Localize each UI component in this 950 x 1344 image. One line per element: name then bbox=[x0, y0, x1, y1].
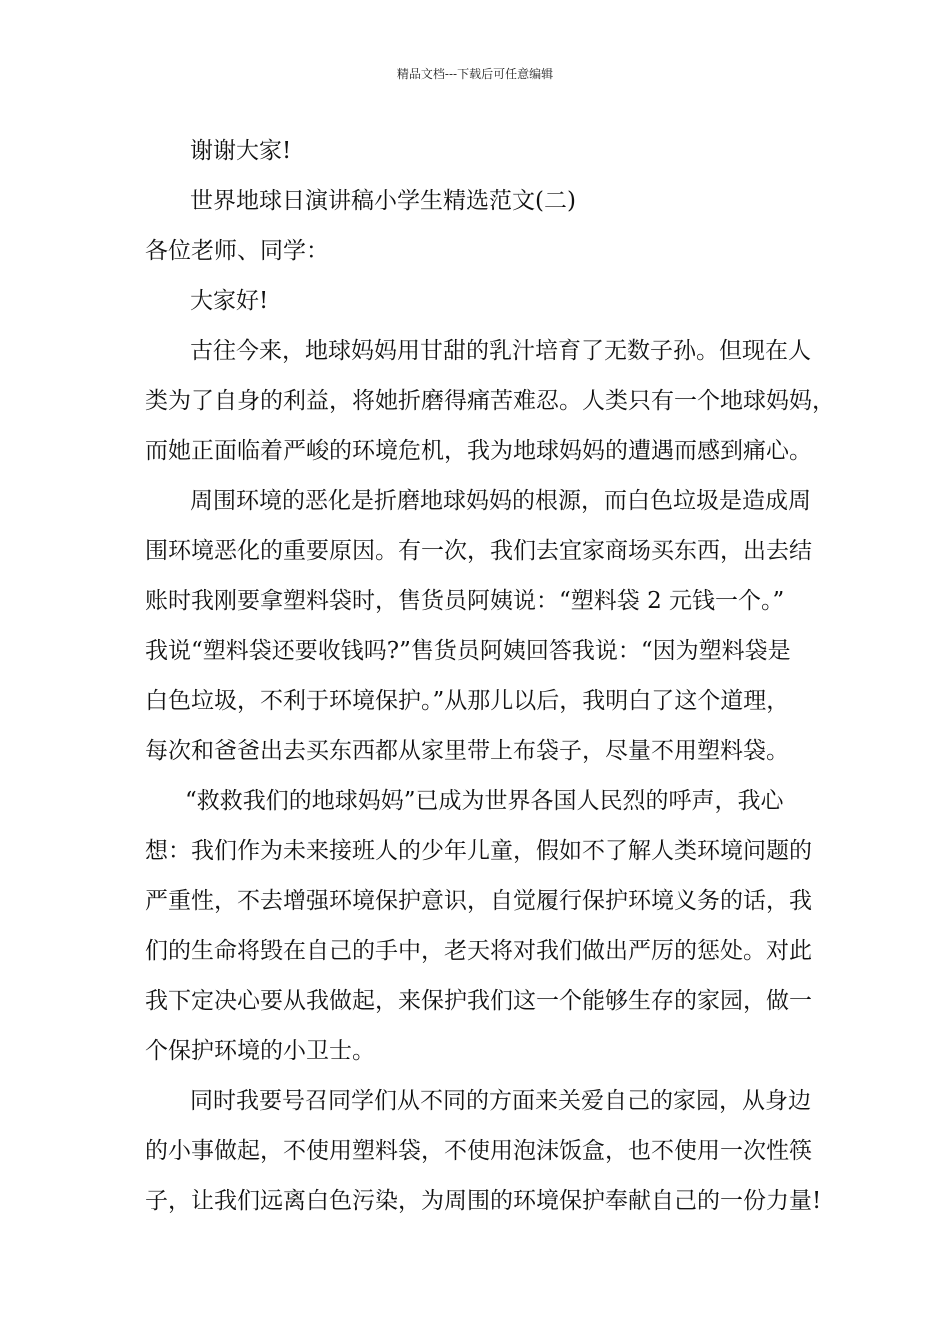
text-line: 我下定决心要从我做起，来保护我们这一个能够生存的家园，做一 bbox=[145, 988, 812, 1014]
text-line: 严重性，不去增强环境保护意识，自觉履行保护环境义务的话，我 bbox=[145, 888, 812, 914]
text-line: 围环境恶化的重要原因。有一次，我们去宜家商场买东西，出去结 bbox=[145, 538, 812, 564]
text-line: 白色垃圾，不利于环境保护。”从那儿以后，我明白了这个道理， bbox=[145, 688, 790, 714]
text-line: 账时我刚要拿塑料袋时，售货员阿姨说：“塑料袋 2 元钱一个。” bbox=[145, 588, 785, 614]
text-line: “救救我们的地球妈妈”已成为世界各国人民烈的呼声，我心 bbox=[185, 788, 784, 814]
text-line: 我说“塑料袋还要收钱吗?”售货员阿姨回答我说：“因为塑料袋是 bbox=[145, 638, 791, 664]
text-line: 类为了自身的利益，将她折磨得痛苦难忍。人类只有一个地球妈妈， bbox=[145, 388, 835, 414]
section-title: 世界地球日演讲稿小学生精选范文(二) bbox=[190, 188, 576, 214]
text-line: 周围环境的恶化是折磨地球妈妈的根源，而白色垃圾是造成周 bbox=[190, 488, 811, 514]
text-line: 的小事做起，不使用塑料袋，不使用泡沫饭盒，也不使用一次性筷 bbox=[145, 1138, 812, 1164]
text-line: 想：我们作为未来接班人的少年儿童，假如不了解人类环境问题的 bbox=[145, 838, 812, 864]
text-line: 谢谢大家! bbox=[190, 138, 292, 164]
text-line: 每次和爸爸出去买东西都从家里带上布袋子，尽量不用塑料袋。 bbox=[145, 738, 789, 764]
text-line: 个保护环境的小卫士。 bbox=[145, 1038, 375, 1064]
text-line: 而她正面临着严峻的环境危机，我为地球妈妈的遭遇而感到痛心。 bbox=[145, 438, 812, 464]
greeting: 大家好! bbox=[190, 288, 269, 314]
text-line: 古往今来，地球妈妈用甘甜的乳汁培育了无数子孙。但现在人 bbox=[190, 338, 811, 364]
page-header: 精品文档---下载后可任意编辑 bbox=[396, 67, 554, 81]
text-line: 子，让我们远离白色污染，为周围的环境保护奉献自己的一份力量! bbox=[145, 1188, 822, 1214]
salutation: 各位老师、同学： bbox=[145, 238, 329, 264]
text-line: 同时我要号召同学们从不同的方面来关爱自己的家园，从身边 bbox=[190, 1088, 811, 1114]
text-line: 们的生命将毁在自己的手中，老天将对我们做出严厉的惩处。对此 bbox=[145, 938, 812, 964]
